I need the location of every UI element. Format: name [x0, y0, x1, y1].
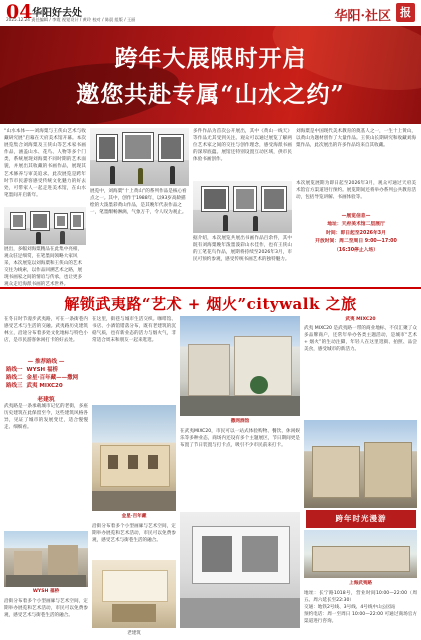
article-column: 在武夷MIXC20，市民可以一站式体验购物、餐饮、休闲娱乐等多种业态，商场内还设有多个主题展区，节日期间更是布置了节日装置与打卡点，吸引不少市民前来打卡。 [180, 429, 300, 449]
article-column: 本次展览展期为即日起至2026年3月，观众可通过天府美术馆官方渠道进行预约。展览期间还将举办系列公共教育活动，包括导览讲解、书画体验等。 [296, 181, 416, 201]
page-number: 04 [6, 1, 33, 23]
street-photo [304, 530, 417, 578]
article-column: 沿街分布着多个小型画廊与艺术空间，定期举办展览和艺术活动，市民可以免费参观，感受艺术与街巷生活的融合。 [4, 599, 88, 619]
hero-title-line1: 跨年大展限时开启 [114, 45, 307, 72]
street-photo [180, 316, 300, 416]
routes-heading: — 推荐路线 — [27, 359, 65, 365]
article-column: “山水本体——刘海粟与王侠山艺术与收藏研究展”启幕在天府美术馆开幕。本次展览集合刘海粟及王侠山等艺术家书画作品，涵盖山水、花鸟、人物等多个门类，系统展现刘海粟不同时期的艺术面貌，并展出其收藏的书画作品，展现其艺术修养与审美追求。此次展览是跨年时节市民游客感受传统文化魅力的好去处，可带家人一起走进美术馆，在山水笔墨间开启新年。 [4, 129, 86, 198]
article-column: 多件作品为首次公开展出，其中《黄山一线天》等作品尤其受到关注。观众可以通过展览了解两位艺术家之间的交往与创作理念，感受海派书画的深厚底蕴。展馆还特别设置互动区域，供市民体验书画创作。 [193, 129, 292, 163]
photo-caption: WYSH 福桥 [32, 589, 60, 594]
photo-caption: 武夷 MIXC20 [345, 317, 376, 322]
photo-caption: 老建筑 [127, 631, 141, 636]
article-column: 武夷 MIXC20 是武夷路一带的商业地标，不仅汇聚了众多品牌商户，还常年举办各类主题活动，是城市“艺术 + 烟火”的生动注脚，年轻人在这里逛街、拍照、品尝美食，感受城市的新活力。 [304, 326, 417, 353]
section-header [0, 287, 421, 315]
exhibition-photo [90, 128, 189, 186]
brand-seal-logo: 报 [396, 3, 415, 22]
photo-caption: 撒网酒馆 [230, 419, 250, 424]
page-header [0, 0, 421, 27]
edition-meta: 2025.12.24 责任编辑 / 李霞 视觉设计 / 黄玲 校对 / 陈晨 组版 / 王丽 [6, 17, 136, 22]
photo-caption: 展出，多幅刘海粟精品在此集中亮相，观众驻足细赏，在笔墨间领略大家风采，本次展览以刘海粟和王侠山的艺术交往为线索，以作品回溯艺术之路，展现书画家之间的情谊与传承，也让更多观众走近海派书画的艺术世界。 [4, 247, 83, 286]
route-list: 路线一 WYSH 福桥 路线二 金星·百年藏——撒网 路线三 武夷 MIXC20 [6, 367, 79, 389]
interior-photo [180, 512, 300, 628]
address-info: 地址：长宁路1018号，营业时间10:00—22:00（周五、周六延长至22:30） 交通：地铁2号线、3号线、4号线中山公园站 预约电话：周一至周日 10:00—22:00 可通过商场官方渠道进行咨询。 [304, 591, 417, 625]
section-title: 华阳好去处 [32, 8, 82, 19]
article-column: 武夷路是一条承载城市记忆的老街，多座历史建筑在此保留至今，这些建筑风格各异，见证了城市的发展变迁，适合慢慢走、细细看。 [4, 404, 88, 431]
photo-caption: 展览中，刘海粟“十上黄山”的系列作品是核心看点之一。其中，创作于1988年，以93岁高龄描绘的大泼墨彩黄山作品，是其晚年代表作品之一，笔墨酣畅淋漓，气象万千，令人叹为观止。 [90, 189, 187, 215]
route-stop: WYSH 福桥 [26, 367, 59, 373]
subheading: 老建筑 [37, 397, 55, 403]
street-photo [92, 405, 176, 511]
interior-photo [92, 560, 176, 628]
street-photo [304, 420, 417, 508]
exhibition-photo [4, 207, 86, 245]
section-title: 解锁武夷路“艺术 + 烟火”citywalk 之旅 [64, 295, 357, 313]
hero-banner [0, 26, 421, 124]
brand-wordmark: 华阳·社区 [334, 9, 391, 24]
exhibition-info-box: —展览信息— 地址：天府美术馆二层展厅 时间：即日起至2026年3月 开放时间：周二至周日 9:00—17:00 （16:30停止入场） [315, 214, 397, 253]
photo-caption: 金星·百年藏 [121, 514, 147, 519]
route-stop: 武夷 MIXC20 [26, 383, 63, 389]
stamp-label: 跨年时光漫游 [306, 510, 416, 528]
route-stop: 金星·百年藏——撒网 [26, 375, 79, 381]
routes-title: 推荐路线 [34, 359, 57, 365]
article-column: 沿街分布着多个小型画廊与艺术空间，定期举办展览和艺术活动，市民可以免费参观，感受艺术与街巷生活的融合。 [92, 524, 176, 544]
street-photo [4, 531, 88, 587]
article-column: 刘海粟是中国现代美术教育的奠基人之一，一生十上黄山，以黄山为题材创作了大量作品。王侠山长期研究和收藏刘海粟作品，此次展出的许多作品均来自其收藏。 [296, 129, 416, 149]
exhibition-photo [193, 181, 292, 233]
article-column: 在冬日时节漫步武夷路，可在一条街巷内感受艺术与生活的交融。武夷路历史建筑林立，沿途分布着多处文化地标与特色小店，是市民游客休闲打卡的好去处。 [4, 317, 88, 344]
hero-title-line2: 邀您共赴专属“山水之约” [76, 81, 345, 108]
photo-caption: 上海武夷路 [349, 581, 372, 586]
article-column: 在这里，街巷与城市生活交织。咖啡馆、书店、小酒馆错落分布，既有老建筑的沉稳气质，也有新业态的活力与烟火气，非常适合周末和朋友一起来逛逛。 [92, 317, 176, 344]
article-column: 据介绍，本次展览共展出书画作品百余件，其中既有刘海粟晚年泼墨泼彩山水佳作，也有王侠山的工笔花鸟作品，展期将持续至2026年3月，市民可预约参观，感受传统书画艺术的独特魅力。 [193, 236, 292, 263]
